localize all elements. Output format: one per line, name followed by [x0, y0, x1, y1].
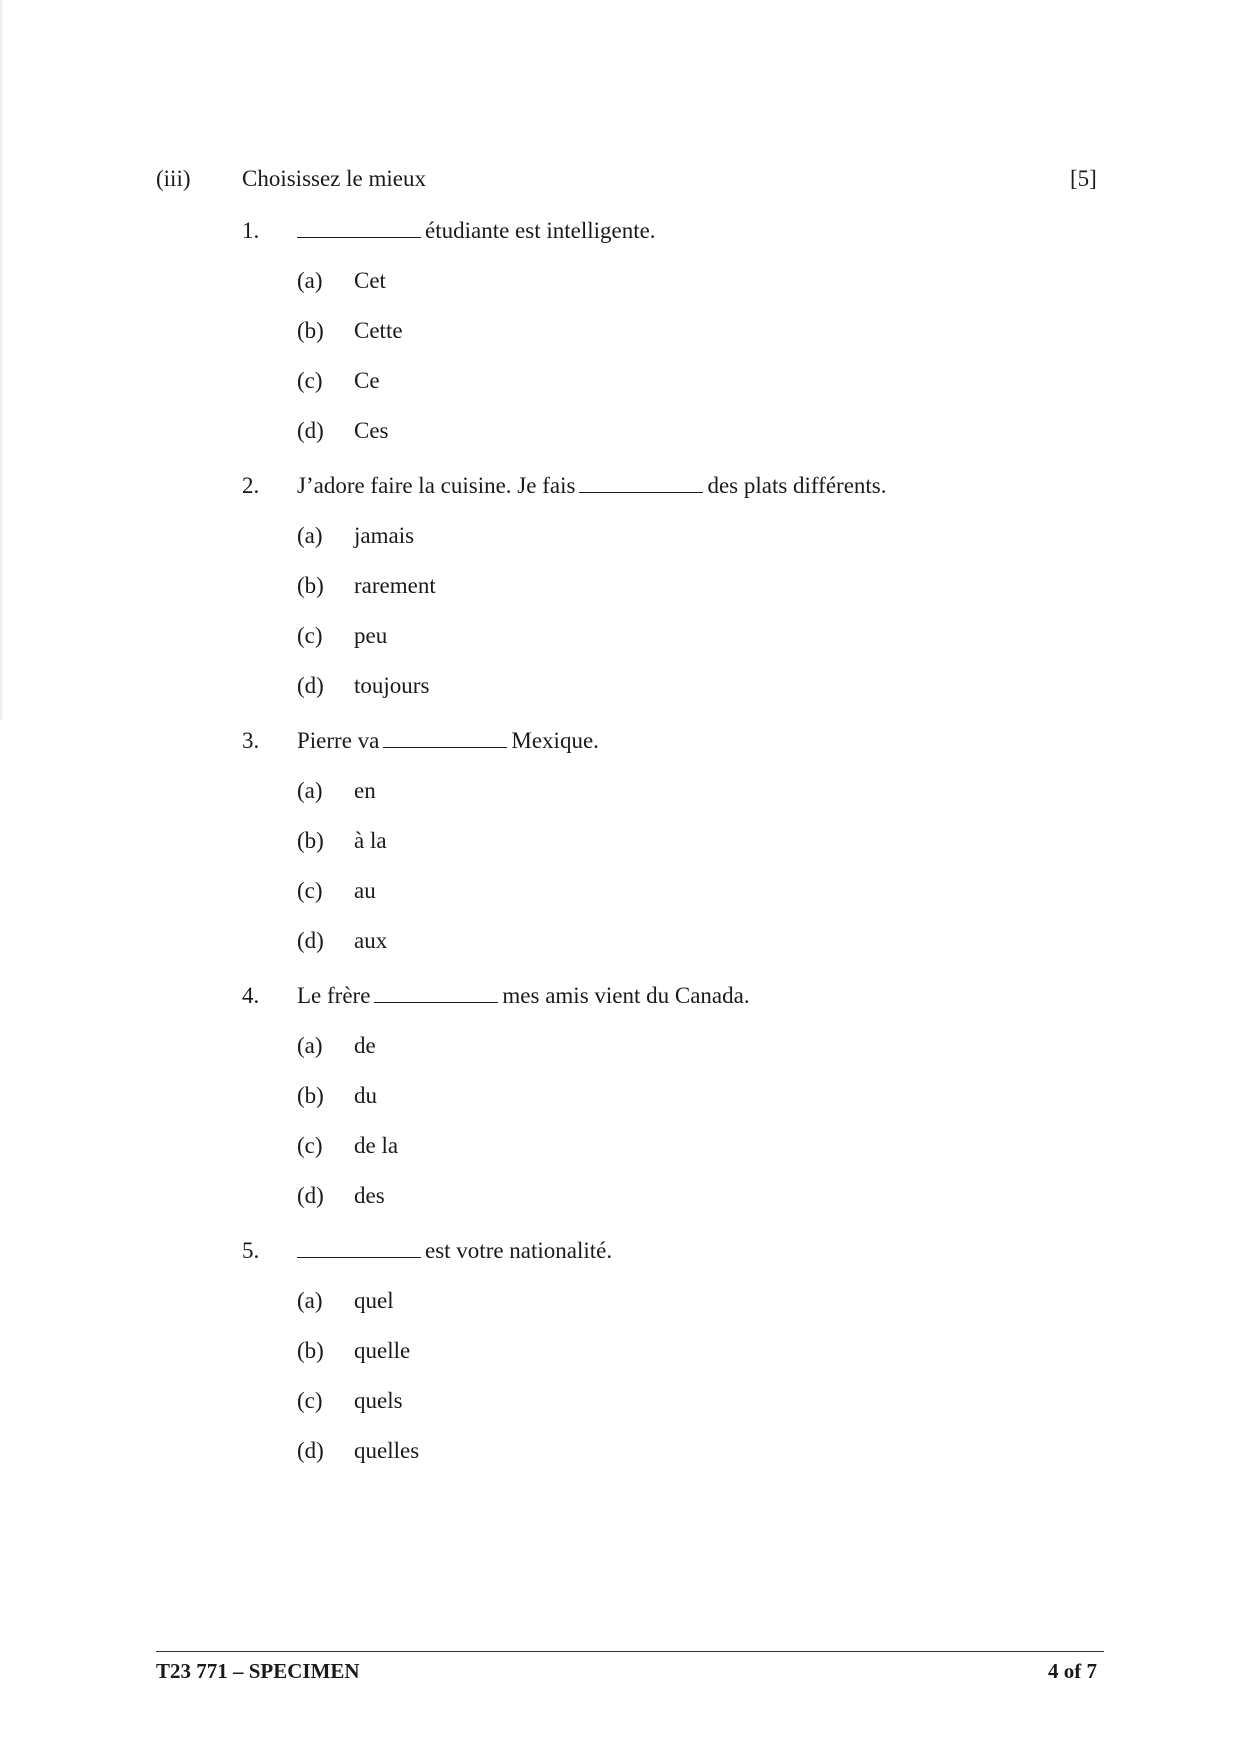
option-letter: (b) [297, 318, 324, 343]
option-text: aux [354, 928, 388, 953]
section-instruction: Choisissez le mieux [242, 166, 426, 191]
question-number: 4. [242, 983, 260, 1008]
scan-edge-shadow [0, 0, 4, 720]
stem-text-before-blank: J’adore faire la cuisine. Je fais [297, 473, 576, 498]
question-number: 2. [242, 473, 260, 498]
stem-text-after-blank: des plats différents. [707, 473, 887, 498]
answer-blank [579, 491, 703, 493]
option-letter: (d) [297, 1183, 324, 1208]
option-text: jamais [354, 523, 415, 548]
option-letter: (c) [297, 1133, 323, 1158]
stem-text-before-blank: Le frère [297, 983, 371, 1008]
option-letter: (a) [297, 1288, 323, 1313]
option-text: en [354, 778, 376, 803]
option-letter: (b) [297, 1083, 324, 1108]
question-number: 3. [242, 728, 260, 753]
option-text: rarement [354, 573, 436, 598]
option-text: de [354, 1033, 376, 1058]
stem-text-after-blank: étudiante est intelligente. [425, 218, 656, 243]
option-letter: (b) [297, 1338, 324, 1363]
stem-text-after-blank: est votre nationalité. [425, 1238, 613, 1263]
question-number: 5. [242, 1238, 260, 1263]
option-text: de la [354, 1133, 399, 1158]
option-letter: (d) [297, 418, 324, 443]
option-letter: (c) [297, 878, 323, 903]
option-text: à la [354, 828, 387, 853]
question-stem [297, 218, 656, 244]
option-text: Cet [354, 268, 386, 293]
option-letter: (a) [297, 1033, 323, 1058]
option-letter: (c) [297, 368, 323, 393]
question-stem [297, 728, 599, 754]
footer-exam-code: T23 771 – SPECIMEN [156, 1659, 360, 1683]
section-roman-numeral: (iii) [156, 166, 191, 191]
option-text: quelle [354, 1338, 411, 1363]
option-letter: (a) [297, 268, 323, 293]
option-letter: (b) [297, 573, 324, 598]
option-text: quelles [354, 1438, 420, 1463]
option-letter: (d) [297, 1438, 324, 1463]
question-stem [297, 473, 887, 499]
option-text: quels [354, 1388, 403, 1413]
question-stem [297, 1238, 612, 1264]
option-letter: (d) [297, 928, 324, 953]
option-letter: (b) [297, 828, 324, 853]
answer-blank [374, 1001, 498, 1003]
answer-blank [297, 236, 421, 238]
answer-blank [383, 746, 507, 748]
option-text: Ces [354, 418, 389, 443]
option-letter: (a) [297, 523, 323, 548]
option-text: des [354, 1183, 385, 1208]
question-stem [297, 983, 750, 1009]
footer-page-number: 4 of 7 [1048, 1659, 1097, 1683]
stem-text-after-blank: Mexique. [511, 728, 599, 753]
option-letter: (a) [297, 778, 323, 803]
option-letter: (c) [297, 623, 323, 648]
option-text: Ce [354, 368, 380, 393]
stem-text-after-blank: mes amis vient du Canada. [502, 983, 750, 1008]
option-text: du [354, 1083, 377, 1108]
option-text: quel [354, 1288, 394, 1313]
question-number: 1. [242, 218, 260, 243]
answer-blank [297, 1256, 421, 1258]
option-letter: (d) [297, 673, 324, 698]
footer-divider [156, 1651, 1104, 1652]
option-text: au [354, 878, 376, 903]
stem-text-before-blank: Pierre va [297, 728, 380, 753]
section-marks: [5] [1070, 166, 1097, 191]
option-text: peu [354, 623, 388, 648]
option-letter: (c) [297, 1388, 323, 1413]
option-text: toujours [354, 673, 430, 698]
option-text: Cette [354, 318, 403, 343]
